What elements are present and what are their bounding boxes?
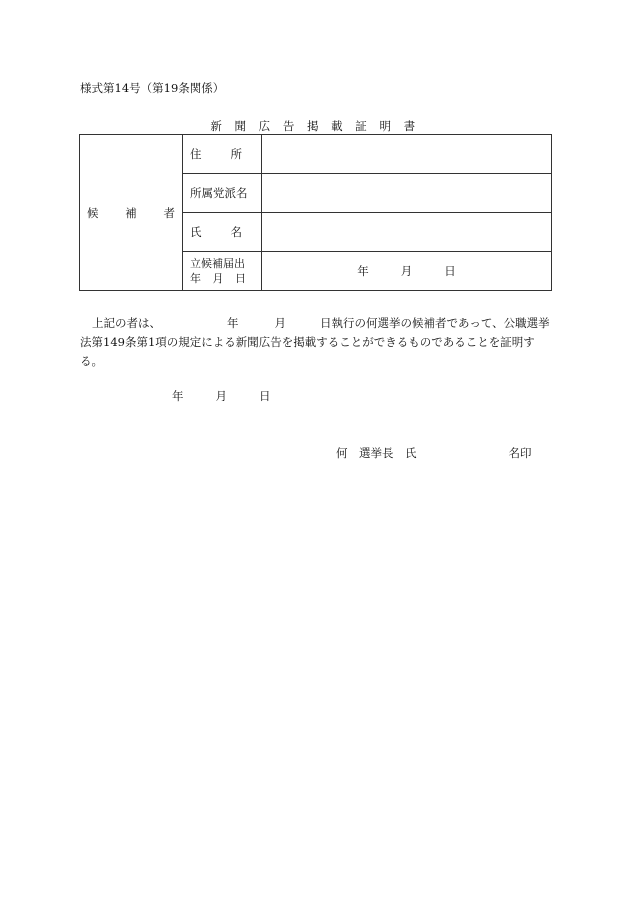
body-year: 年: [227, 316, 239, 330]
name-label-cell: [183, 213, 262, 252]
certification-text: [80, 314, 552, 371]
document-title: 新 聞 広 告 掲 載 証 明 書: [210, 119, 420, 133]
form-number: 様式第14号（第19条関係）: [80, 81, 225, 95]
address-field[interactable]: [262, 135, 552, 174]
body-part2: 日執行の何選挙の候補者であって、公職選挙法第149条第1項の規定による新聞広告を掲載することができるものであることを証明する。: [80, 316, 550, 368]
issue-date: 年 月 日: [172, 389, 271, 403]
official-title: 何 選挙長 氏: [336, 446, 417, 460]
body-part1: 上記の者は、: [92, 316, 161, 330]
signature-line: [336, 445, 532, 461]
seal-label: 名印: [508, 446, 532, 460]
party-field[interactable]: [262, 174, 552, 213]
certificate-table: [79, 134, 552, 291]
name-field[interactable]: [262, 213, 552, 252]
candidate-label-cell: [80, 135, 183, 291]
party-label: 所属党派名: [190, 186, 248, 200]
filing-label-line1: 立候補届出: [190, 257, 245, 270]
name-label: 氏 名: [190, 225, 242, 239]
filing-date-field[interactable]: 年 月 日: [262, 252, 552, 291]
filing-date-label-cell: [183, 252, 262, 291]
body-month: 月: [274, 316, 286, 330]
candidate-label: 候 補 者: [87, 205, 175, 220]
party-label-cell: [183, 174, 262, 213]
address-label: 住 所: [190, 147, 242, 161]
address-label-cell: [183, 135, 262, 174]
filing-label-line2: 年 月 日: [190, 272, 246, 285]
